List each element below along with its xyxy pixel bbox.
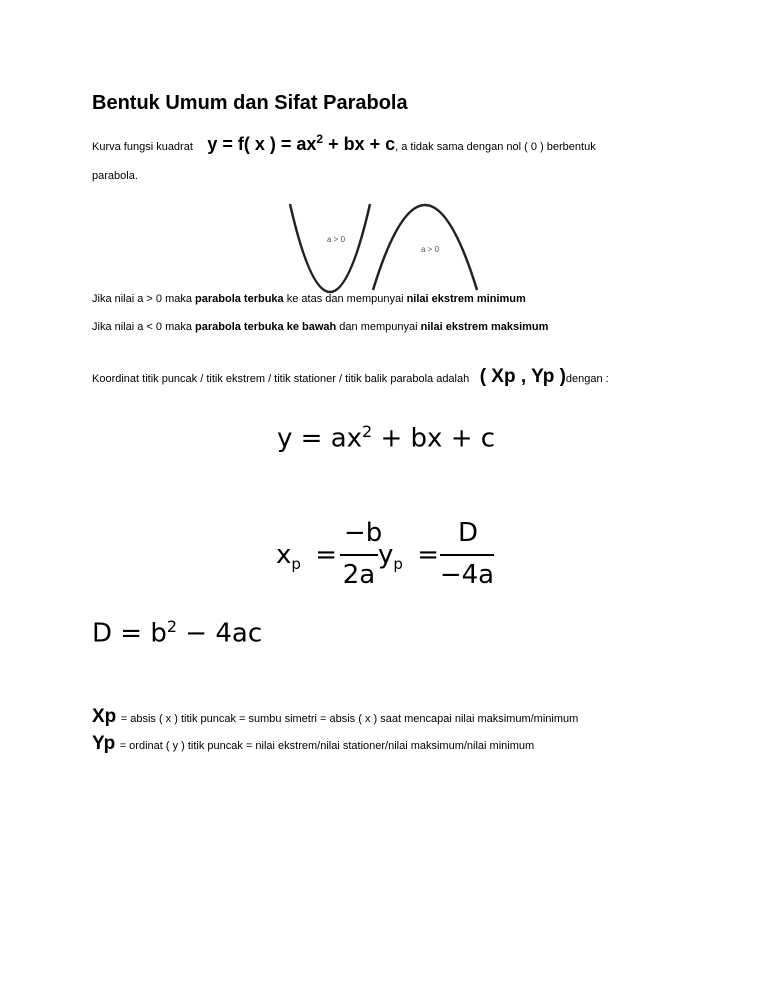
intro-prefix: Kurva fungsi kuadrat (92, 141, 193, 153)
def-yp (92, 733, 534, 755)
formula-yp-lhs (378, 540, 439, 573)
rule2-d: nilai ekstrem maksimum (420, 321, 549, 333)
rule1-a: Jika nilai a > 0 maka (92, 293, 196, 305)
formula-d-lhs: D = b (92, 618, 167, 649)
def-xp-text: = absis ( x ) titik puncak = sumbu simetri = absis ( x ) saat mencapai nilai maksimum/minimum (120, 713, 579, 725)
rule2-a: Jika nilai a < 0 maka (92, 321, 196, 333)
formula-d-rhs: − 4ac (177, 618, 263, 649)
rule-1 (92, 293, 526, 305)
rule2-c: dan mempunyai (336, 321, 421, 333)
vertex-suffix: dengan : (565, 373, 609, 385)
yp-denominator: −4a (439, 560, 495, 590)
yp-fraction-bar (440, 554, 494, 556)
xp-numerator: −b (344, 518, 383, 548)
rule1-c: ke atas dan mempunyai (283, 293, 407, 305)
formula-y-exp: 2 (362, 422, 373, 441)
formula-y (277, 422, 495, 454)
rule2-b: parabola terbuka ke bawah (195, 321, 337, 333)
formula-d-exp: 2 (166, 617, 178, 636)
def-xp-term: Xp (92, 706, 117, 727)
intro-eq-exp: 2 (316, 132, 324, 146)
intro-equation (207, 134, 395, 154)
def-yp-text: = ordinat ( y ) titik puncak = nilai ekstrem/nilai stationer/nilai maksimum/nilai minimum (119, 740, 535, 752)
rule1-b: parabola terbuka (195, 293, 284, 305)
formula-y-lhs: y = ax (277, 423, 363, 454)
xp-eq: = (315, 540, 337, 570)
yp-eq: = (417, 540, 439, 570)
xp-x: x (276, 540, 292, 570)
intro-line (92, 132, 596, 155)
parabola-figure (285, 200, 485, 295)
formula-xp-lhs (276, 540, 337, 573)
xp-sub: p (291, 555, 301, 574)
intro-eq-tail: + bx + c (323, 134, 396, 154)
xp-denominator: 2a (342, 560, 376, 590)
rule1-d: nilai ekstrem minimum (406, 293, 526, 305)
rule-2 (92, 321, 548, 333)
upward-parabola (290, 204, 370, 292)
def-yp-term: Yp (92, 733, 116, 754)
yp-numerator: D (457, 518, 479, 548)
intro-eq-main: y = f( x ) = ax (207, 134, 317, 154)
formula-d (92, 617, 262, 649)
vertex-line (92, 366, 609, 388)
page-title: Bentuk Umum dan Sifat Parabola (92, 92, 408, 114)
yp-sub: p (393, 555, 403, 574)
intro-suffix: , a tidak sama dengan nol ( 0 ) berbentuk (395, 141, 596, 153)
intro-line2: parabola. (92, 170, 138, 182)
label-left: a > 0 (327, 235, 346, 244)
xp-fraction-bar (340, 554, 378, 556)
vertex-text: Koordinat titik puncak / titik ekstrem / titik stationer / titik balik parabola adalah (92, 373, 470, 385)
yp-y: y (378, 540, 394, 570)
formula-y-rhs: + bx + c (372, 423, 496, 454)
vertex-coord: ( Xp , Yp ) (479, 366, 566, 387)
def-xp (92, 706, 578, 728)
label-right: a > 0 (421, 245, 440, 254)
